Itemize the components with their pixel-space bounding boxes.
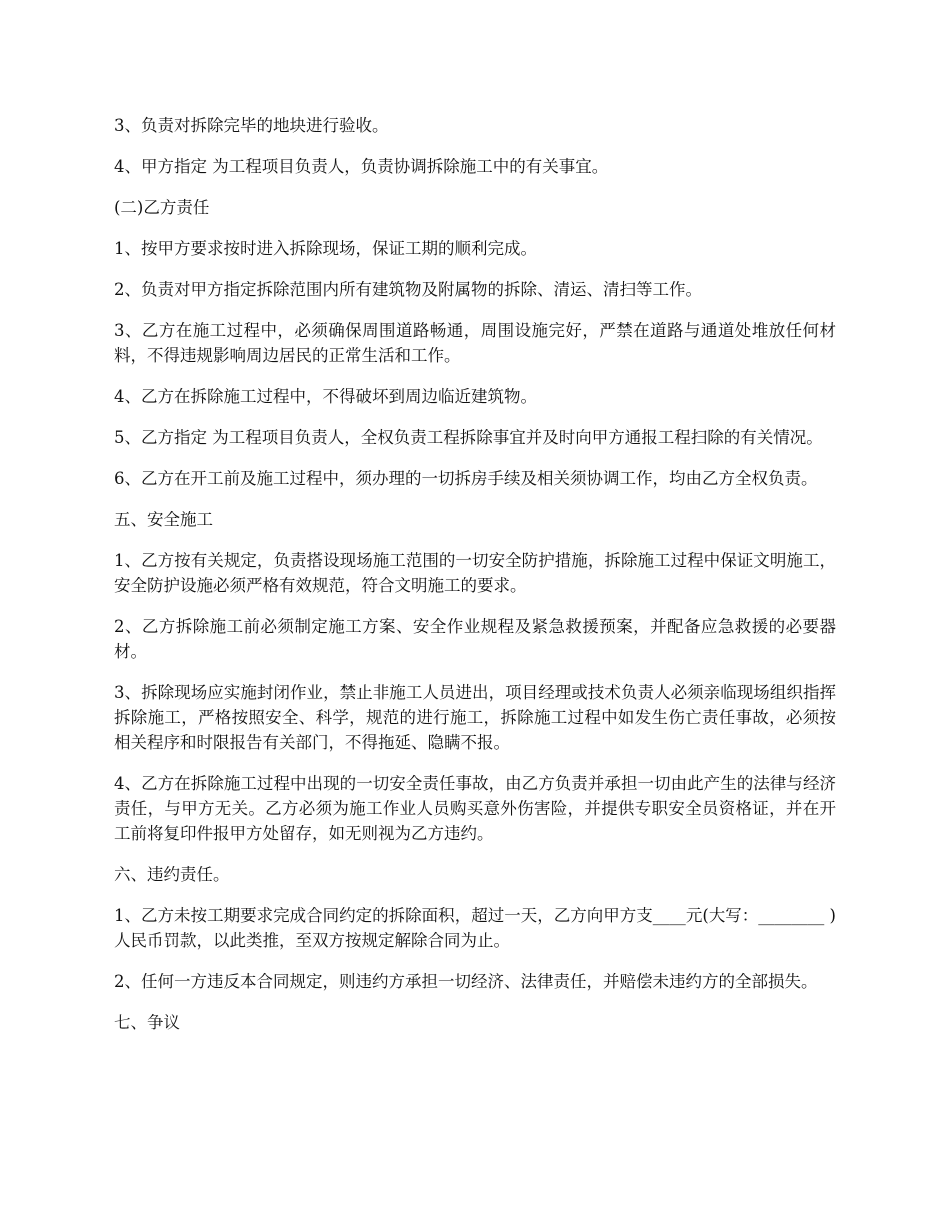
heading-safety: 五、安全施工 [114, 510, 213, 529]
paragraph-safety-4: 4、乙方在拆除施工过程中出现的一切安全责任事故，由乙方负责并承担一切由此产生的法律与经济责任，与甲方无关。乙方必须为施工作业人员购买意外伤害险，并提供专职安全员资格证，并在开工前将复印件报甲方处留存，如无则视为乙方违约。 [114, 774, 836, 843]
paragraph-acceptance: 3、负责对拆除完毕的地块进行验收。 [114, 116, 389, 135]
paragraph-b-3: 3、乙方在施工过程中，必须确保周围道路畅通，周围设施完好，严禁在道路与通道处堆放任何材料，不得违规影响周边居民的正常生活和工作。 [114, 321, 836, 365]
paragraph-breach-1: 1、乙方未按工期要求完成合同约定的拆除面积，超过一天，乙方向甲方支____元(大写：________ )人民币罚款，以此类推，至双方按规定解除合同为止。 [114, 906, 836, 950]
paragraph-safety-2: 2、乙方拆除施工前必须制定施工方案、安全作业规程及紧急救援预案，并配备应急救援的必要器材。 [114, 617, 836, 661]
paragraph-party-a-manager: 4、甲方指定 为工程项目负责人，负责协调拆除施工中的有关事宜。 [114, 157, 609, 176]
paragraph-breach-2: 2、任何一方违反本合同规定，则违约方承担一切经济、法律责任，并赔偿未违约方的全部损失。 [114, 972, 818, 991]
heading-breach: 六、违约责任。 [114, 865, 230, 884]
paragraph-b-2: 2、负责对甲方指定拆除范围内所有建筑物及附属物的拆除、清运、清扫等工作。 [114, 280, 702, 299]
document-body [114, 113, 836, 1051]
paragraph-safety-1: 1、乙方按有关规定，负责搭设现场施工范围的一切安全防护措施，拆除施工过程中保证文明施工，安全防护设施必须严格有效规范，符合文明施工的要求。 [114, 551, 836, 595]
paragraph-safety-3: 3、拆除现场应实施封闭作业，禁止非施工人员进出，项目经理或技术负责人必须亲临现场组织指挥拆除施工，严格按照安全、科学，规范的进行施工，拆除施工过程中如发生伤亡责任事故，必须按相关程序和时限报告有关部门，不得拖延、隐瞒不报。 [114, 683, 836, 752]
heading-party-b-responsibility: (二)乙方责任 [114, 198, 210, 217]
paragraph-b-4: 4、乙方在拆除施工过程中，不得破坏到周边临近建筑物。 [114, 387, 537, 406]
paragraph-b-6: 6、乙方在开工前及施工过程中，须办理的一切拆房手续及相关须协调工作，均由乙方全权负责。 [114, 469, 818, 488]
heading-dispute: 七、争议 [114, 1013, 180, 1032]
paragraph-b-1: 1、按甲方要求按时进入拆除现场，保证工期的顺利完成。 [114, 239, 537, 258]
paragraph-b-5: 5、乙方指定 为工程项目负责人，全权负责工程拆除事宜并及时向甲方通报工程扫除的有关情况。 [114, 428, 823, 447]
